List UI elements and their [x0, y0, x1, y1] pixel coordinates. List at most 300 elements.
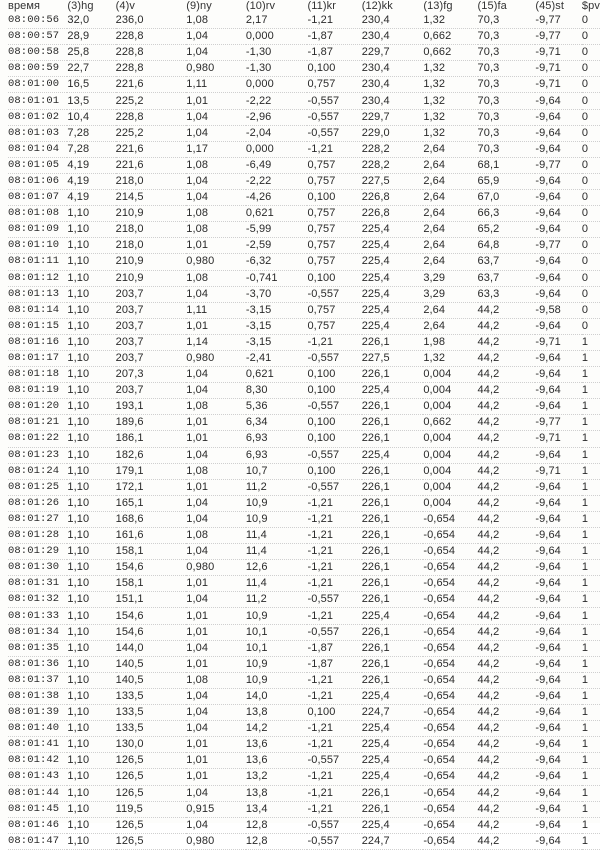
- table-row: [8, 753, 600, 769]
- value-cell: 1,01: [186, 576, 246, 592]
- value-cell: 0,980: [186, 61, 246, 77]
- value-cell: 225,2: [116, 125, 187, 141]
- value-cell: 0,004: [423, 447, 477, 463]
- value-cell: 1: [582, 737, 600, 753]
- header-row: [8, 0, 600, 13]
- value-cell: 10,9: [246, 672, 308, 688]
- time-cell: 08:01:07: [8, 190, 67, 206]
- value-cell: 0: [582, 109, 600, 125]
- value-cell: 1: [582, 334, 600, 350]
- value-cell: 44,2: [478, 785, 536, 801]
- value-cell: -9,64: [535, 576, 582, 592]
- value-cell: -3,15: [246, 318, 308, 334]
- value-cell: 214,5: [116, 190, 187, 206]
- value-cell: -9,77: [535, 157, 582, 173]
- value-cell: 1: [582, 447, 600, 463]
- value-cell: 1,10: [67, 222, 115, 238]
- value-cell: 13,5: [67, 93, 115, 109]
- value-cell: 226,1: [362, 415, 424, 431]
- value-cell: 226,1: [362, 511, 424, 527]
- value-cell: 0,757: [307, 238, 361, 254]
- table-row: [8, 29, 600, 45]
- value-cell: 0: [582, 29, 600, 45]
- value-cell: 1: [582, 672, 600, 688]
- value-cell: -9,64: [535, 93, 582, 109]
- value-cell: -1,21: [307, 721, 361, 737]
- value-cell: 225,4: [362, 286, 424, 302]
- time-cell: 08:01:36: [8, 656, 67, 672]
- value-cell: 0,757: [307, 222, 361, 238]
- table-row: [8, 302, 600, 318]
- value-cell: 227,5: [362, 173, 424, 189]
- value-cell: -2,41: [246, 350, 308, 366]
- time-cell: 08:01:13: [8, 286, 67, 302]
- value-cell: 126,5: [116, 785, 187, 801]
- value-cell: 1,01: [186, 769, 246, 785]
- value-cell: 1,10: [67, 688, 115, 704]
- value-cell: -9,64: [535, 528, 582, 544]
- value-cell: 218,0: [116, 173, 187, 189]
- value-cell: 2,64: [423, 254, 477, 270]
- value-cell: 12,8: [246, 817, 308, 833]
- time-cell: 08:01:18: [8, 367, 67, 383]
- value-cell: 11,4: [246, 528, 308, 544]
- value-cell: 0,757: [307, 206, 361, 222]
- value-cell: -0,557: [307, 109, 361, 125]
- value-cell: 0: [582, 302, 600, 318]
- table-header: [8, 0, 600, 13]
- value-cell: 44,2: [478, 399, 536, 415]
- table-row: [8, 254, 600, 270]
- value-cell: -0,557: [307, 447, 361, 463]
- time-cell: 08:01:39: [8, 705, 67, 721]
- value-cell: -0,654: [423, 544, 477, 560]
- value-cell: 1,08: [186, 13, 246, 29]
- value-cell: 226,1: [362, 528, 424, 544]
- value-cell: 7,28: [67, 141, 115, 157]
- value-cell: 10,9: [246, 495, 308, 511]
- value-cell: -9,64: [535, 350, 582, 366]
- value-cell: 0: [582, 206, 600, 222]
- value-cell: -9,64: [535, 833, 582, 849]
- value-cell: 225,4: [362, 721, 424, 737]
- value-cell: -9,64: [535, 495, 582, 511]
- value-cell: 1,01: [186, 318, 246, 334]
- value-cell: 0: [582, 125, 600, 141]
- value-cell: 1,10: [67, 318, 115, 334]
- value-cell: 0,621: [246, 206, 308, 222]
- value-cell: 225,4: [362, 254, 424, 270]
- value-cell: 1,01: [186, 753, 246, 769]
- table-row: [8, 576, 600, 592]
- value-cell: 1,32: [423, 77, 477, 93]
- value-cell: -1,87: [307, 29, 361, 45]
- value-cell: 1: [582, 608, 600, 624]
- value-cell: 1: [582, 367, 600, 383]
- value-cell: -1,30: [246, 45, 308, 61]
- value-cell: 1,04: [186, 721, 246, 737]
- value-cell: 203,7: [116, 383, 187, 399]
- value-cell: -9,71: [535, 61, 582, 77]
- value-cell: 4,19: [67, 157, 115, 173]
- value-cell: 1,10: [67, 560, 115, 576]
- time-cell: 08:01:31: [8, 576, 67, 592]
- table-row: [8, 560, 600, 576]
- value-cell: 8,30: [246, 383, 308, 399]
- value-cell: -9,64: [535, 721, 582, 737]
- value-cell: 44,2: [478, 624, 536, 640]
- value-cell: 230,4: [362, 93, 424, 109]
- value-cell: 0,980: [186, 833, 246, 849]
- value-cell: 0: [582, 93, 600, 109]
- value-cell: 0,004: [423, 431, 477, 447]
- value-cell: 154,6: [116, 608, 187, 624]
- value-cell: 193,1: [116, 399, 187, 415]
- value-cell: 0,100: [307, 190, 361, 206]
- value-cell: -0,654: [423, 721, 477, 737]
- value-cell: 1,04: [186, 109, 246, 125]
- value-cell: 0,915: [186, 801, 246, 817]
- value-cell: 0,980: [186, 350, 246, 366]
- value-cell: 1,10: [67, 463, 115, 479]
- value-cell: 1: [582, 415, 600, 431]
- value-cell: 0: [582, 318, 600, 334]
- value-cell: 1,04: [186, 383, 246, 399]
- table-row: [8, 93, 600, 109]
- value-cell: 1,04: [186, 544, 246, 560]
- value-cell: 10,1: [246, 624, 308, 640]
- time-cell: 08:01:37: [8, 672, 67, 688]
- value-cell: 64,8: [478, 238, 536, 254]
- value-cell: 0: [582, 45, 600, 61]
- value-cell: 67,0: [478, 190, 536, 206]
- value-cell: -2,96: [246, 109, 308, 125]
- time-cell: 08:01:44: [8, 785, 67, 801]
- value-cell: 1: [582, 592, 600, 608]
- value-cell: 1,04: [186, 511, 246, 527]
- value-cell: -0,654: [423, 640, 477, 656]
- value-cell: -9,71: [535, 463, 582, 479]
- value-cell: -9,71: [535, 45, 582, 61]
- time-cell: 08:01:04: [8, 141, 67, 157]
- value-cell: 226,1: [362, 399, 424, 415]
- value-cell: 224,7: [362, 833, 424, 849]
- value-cell: 0,100: [307, 61, 361, 77]
- value-cell: -1,87: [307, 45, 361, 61]
- value-cell: 1,32: [423, 125, 477, 141]
- value-cell: -0,557: [307, 817, 361, 833]
- column-header: (45)st: [535, 0, 565, 12]
- value-cell: -9,64: [535, 367, 582, 383]
- value-cell: 14,0: [246, 688, 308, 704]
- value-cell: 140,5: [116, 672, 187, 688]
- value-cell: 225,4: [362, 447, 424, 463]
- table-row: [8, 367, 600, 383]
- value-cell: 1: [582, 560, 600, 576]
- value-cell: 230,4: [362, 13, 424, 29]
- value-cell: 44,2: [478, 672, 536, 688]
- value-cell: 168,6: [116, 511, 187, 527]
- value-cell: 189,6: [116, 415, 187, 431]
- value-cell: 228,2: [362, 141, 424, 157]
- value-cell: 1,10: [67, 302, 115, 318]
- value-cell: 1,04: [186, 173, 246, 189]
- value-cell: 12,6: [246, 560, 308, 576]
- table-row: [8, 141, 600, 157]
- value-cell: 1,08: [186, 222, 246, 238]
- time-cell: 08:01:35: [8, 640, 67, 656]
- value-cell: 44,2: [478, 560, 536, 576]
- value-cell: -9,77: [535, 238, 582, 254]
- table-row: [8, 544, 600, 560]
- value-cell: 44,2: [478, 576, 536, 592]
- value-cell: 44,2: [478, 334, 536, 350]
- value-cell: 126,5: [116, 769, 187, 785]
- time-cell: 08:01:27: [8, 511, 67, 527]
- value-cell: -1,21: [307, 737, 361, 753]
- value-cell: 1,10: [67, 721, 115, 737]
- table-row: [8, 592, 600, 608]
- value-cell: -5,99: [246, 222, 308, 238]
- value-cell: 226,8: [362, 190, 424, 206]
- time-cell: 08:01:19: [8, 383, 67, 399]
- value-cell: 2,64: [423, 302, 477, 318]
- value-cell: 3,29: [423, 270, 477, 286]
- value-cell: -2,22: [246, 173, 308, 189]
- value-cell: -9,64: [535, 190, 582, 206]
- value-cell: -9,64: [535, 769, 582, 785]
- value-cell: -9,64: [535, 672, 582, 688]
- table-row: [8, 238, 600, 254]
- table-row: [8, 431, 600, 447]
- value-cell: -9,64: [535, 270, 582, 286]
- time-cell: 08:01:02: [8, 109, 67, 125]
- value-cell: -9,58: [535, 302, 582, 318]
- value-cell: -9,64: [535, 592, 582, 608]
- value-cell: 210,9: [116, 254, 187, 270]
- time-cell: 08:01:22: [8, 431, 67, 447]
- value-cell: 1,04: [186, 29, 246, 45]
- table-row: [8, 672, 600, 688]
- value-cell: 229,7: [362, 45, 424, 61]
- value-cell: -1,21: [307, 495, 361, 511]
- time-cell: 08:00:56: [8, 13, 67, 29]
- value-cell: 44,2: [478, 479, 536, 495]
- value-cell: 210,9: [116, 270, 187, 286]
- value-cell: 158,1: [116, 544, 187, 560]
- value-cell: -9,64: [535, 399, 582, 415]
- value-cell: -1,21: [307, 334, 361, 350]
- value-cell: 225,4: [362, 737, 424, 753]
- value-cell: 0,662: [423, 415, 477, 431]
- table-row: [8, 785, 600, 801]
- table-row: [8, 13, 600, 29]
- value-cell: 0: [582, 157, 600, 173]
- table-row: [8, 173, 600, 189]
- value-cell: 1: [582, 431, 600, 447]
- table-row: [8, 77, 600, 93]
- time-cell: 08:01:05: [8, 157, 67, 173]
- value-cell: 66,3: [478, 206, 536, 222]
- value-cell: 0,662: [423, 29, 477, 45]
- time-cell: 08:01:08: [8, 206, 67, 222]
- value-cell: 44,2: [478, 608, 536, 624]
- time-cell: 08:01:45: [8, 801, 67, 817]
- value-cell: 44,2: [478, 463, 536, 479]
- value-cell: 133,5: [116, 705, 187, 721]
- time-cell: 08:01:32: [8, 592, 67, 608]
- value-cell: -9,64: [535, 511, 582, 527]
- value-cell: 1,10: [67, 367, 115, 383]
- value-cell: 0,100: [307, 431, 361, 447]
- value-cell: 226,1: [362, 479, 424, 495]
- value-cell: 1,04: [186, 705, 246, 721]
- value-cell: 226,1: [362, 672, 424, 688]
- value-cell: 1: [582, 640, 600, 656]
- value-cell: 0,100: [307, 270, 361, 286]
- value-cell: 226,1: [362, 334, 424, 350]
- value-cell: 203,7: [116, 302, 187, 318]
- table-body: [8, 13, 600, 849]
- value-cell: 44,2: [478, 705, 536, 721]
- value-cell: -9,64: [535, 560, 582, 576]
- value-cell: -1,21: [307, 576, 361, 592]
- value-cell: 0,757: [307, 254, 361, 270]
- table-row: [8, 737, 600, 753]
- value-cell: 11,4: [246, 576, 308, 592]
- value-cell: 1: [582, 688, 600, 704]
- value-cell: 11,2: [246, 592, 308, 608]
- value-cell: -1,21: [307, 801, 361, 817]
- value-cell: 230,4: [362, 77, 424, 93]
- value-cell: 44,2: [478, 737, 536, 753]
- value-cell: 1,04: [186, 785, 246, 801]
- time-cell: 08:01:25: [8, 479, 67, 495]
- value-cell: 119,5: [116, 801, 187, 817]
- table-row: [8, 833, 600, 849]
- value-cell: 4,19: [67, 173, 115, 189]
- value-cell: 7,28: [67, 125, 115, 141]
- value-cell: 28,9: [67, 29, 115, 45]
- value-cell: 1,04: [186, 125, 246, 141]
- value-cell: 1,08: [186, 270, 246, 286]
- value-cell: 1: [582, 495, 600, 511]
- table-row: [8, 688, 600, 704]
- table-row: [8, 495, 600, 511]
- value-cell: 70,3: [478, 61, 536, 77]
- value-cell: 0,757: [307, 318, 361, 334]
- value-cell: 1: [582, 656, 600, 672]
- table-row: [8, 463, 600, 479]
- value-cell: -1,30: [246, 61, 308, 77]
- value-cell: 1,10: [67, 624, 115, 640]
- time-cell: 08:01:43: [8, 769, 67, 785]
- value-cell: 203,7: [116, 350, 187, 366]
- value-cell: 1,04: [186, 817, 246, 833]
- value-cell: 1,32: [423, 61, 477, 77]
- value-cell: 1,08: [186, 157, 246, 173]
- value-cell: 0,100: [307, 415, 361, 431]
- value-cell: 203,7: [116, 286, 187, 302]
- value-cell: 1,10: [67, 495, 115, 511]
- value-cell: -9,64: [535, 801, 582, 817]
- table-row: [8, 286, 600, 302]
- time-cell: 08:01:10: [8, 238, 67, 254]
- value-cell: 10,9: [246, 511, 308, 527]
- value-cell: 0,757: [307, 173, 361, 189]
- value-cell: 225,4: [362, 302, 424, 318]
- value-cell: 63,3: [478, 286, 536, 302]
- value-cell: -9,64: [535, 817, 582, 833]
- time-cell: 08:01:17: [8, 350, 67, 366]
- value-cell: 1,01: [186, 431, 246, 447]
- value-cell: 1: [582, 705, 600, 721]
- value-cell: 158,1: [116, 576, 187, 592]
- time-cell: 08:01:23: [8, 447, 67, 463]
- value-cell: 226,1: [362, 576, 424, 592]
- value-cell: 1,32: [423, 109, 477, 125]
- value-cell: -9,64: [535, 624, 582, 640]
- value-cell: 1,10: [67, 528, 115, 544]
- value-cell: -9,64: [535, 640, 582, 656]
- value-cell: 225,4: [362, 318, 424, 334]
- value-cell: 226,1: [362, 431, 424, 447]
- value-cell: 225,4: [362, 769, 424, 785]
- table-row: [8, 222, 600, 238]
- value-cell: -1,21: [307, 544, 361, 560]
- value-cell: 44,2: [478, 383, 536, 399]
- value-cell: 2,64: [423, 238, 477, 254]
- value-cell: 226,1: [362, 624, 424, 640]
- value-cell: 65,9: [478, 173, 536, 189]
- column-header: (13)fg: [423, 0, 453, 12]
- value-cell: 0: [582, 190, 600, 206]
- time-cell: 08:01:24: [8, 463, 67, 479]
- table-row: [8, 801, 600, 817]
- value-cell: 0,757: [307, 302, 361, 318]
- value-cell: -0,557: [307, 624, 361, 640]
- time-cell: 08:01:34: [8, 624, 67, 640]
- value-cell: 225,4: [362, 270, 424, 286]
- column-header: (10)rv: [245, 0, 276, 12]
- value-cell: 1,01: [186, 737, 246, 753]
- value-cell: 1,08: [186, 206, 246, 222]
- value-cell: 1: [582, 463, 600, 479]
- value-cell: -1,21: [307, 141, 361, 157]
- value-cell: 32,0: [67, 13, 115, 29]
- value-cell: 144,0: [116, 640, 187, 656]
- value-cell: 63,7: [478, 254, 536, 270]
- value-cell: 225,4: [362, 608, 424, 624]
- value-cell: 1,01: [186, 479, 246, 495]
- value-cell: 1,10: [67, 544, 115, 560]
- value-cell: 1: [582, 833, 600, 849]
- value-cell: 230,4: [362, 61, 424, 77]
- time-cell: 08:01:41: [8, 737, 67, 753]
- value-cell: 228,8: [116, 109, 187, 125]
- value-cell: 25,8: [67, 45, 115, 61]
- time-cell: 08:01:38: [8, 688, 67, 704]
- value-cell: -6,49: [246, 157, 308, 173]
- value-cell: 0: [582, 13, 600, 29]
- value-cell: 2,64: [423, 222, 477, 238]
- value-cell: 70,3: [478, 29, 536, 45]
- value-cell: 0: [582, 61, 600, 77]
- value-cell: 0,980: [186, 254, 246, 270]
- value-cell: 221,6: [116, 141, 187, 157]
- value-cell: 1,01: [186, 624, 246, 640]
- value-cell: -0,654: [423, 769, 477, 785]
